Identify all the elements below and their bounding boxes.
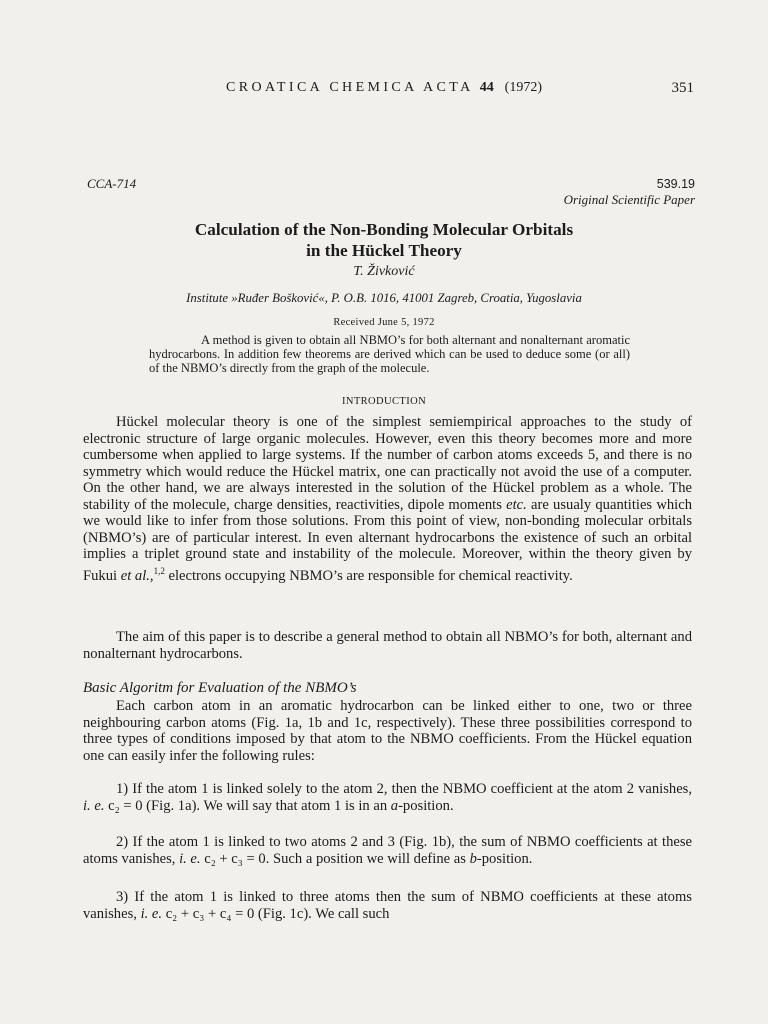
intro-paragraph-2: [83, 629, 692, 662]
page-number: 351: [671, 80, 694, 96]
abstract-text: A method is given to obtain all NBMO’s for both alternant and nonalternant aromatic hydrocarbons. In addition few theorems are derived which can be used to deduce some (or all) of the NBMO’s directly from the graph of the molecule.: [149, 333, 630, 375]
position-italic: b: [469, 850, 477, 867]
intro-text: The aim of this paper is to describe a general method to obtain all NBMO’s for both, alternant and nonalternant hydrocarbons.: [83, 629, 692, 662]
rule-1: [83, 781, 692, 814]
ie-italic: i. e.: [179, 850, 201, 867]
udc-number: 539.19: [656, 177, 695, 191]
article-title: [0, 219, 768, 261]
journal-volume: 44: [479, 80, 494, 95]
position-italic: a: [390, 797, 399, 814]
rule-2: [83, 834, 692, 867]
intro-paragraph-1: [83, 414, 692, 584]
introduction-heading: INTRODUCTION: [341, 396, 427, 407]
rule-text: c₂ + c₃ + c₄ = 0 (Fig. 1c). We call such: [162, 905, 390, 922]
reference-superscript: 1,2: [153, 565, 165, 576]
ie-italic: i. e.: [140, 905, 163, 922]
intro-text: are usualy quantities which we would like to infer from those solutions. From this point of view, non-bonding molecular orbitals (NBMO’s) are of particular interest. In even alternant hydrocarbons the existence of such an orbital implies a triplet ground state and instability of the molecule. Moreover, within the theory given by Fukui: [83, 496, 692, 584]
author: T. Živković: [353, 264, 415, 279]
section-paragraph: [83, 698, 692, 764]
institution: Institute »Ruđer Bošković«, P. O.B. 1016, 41001 Zagreb, Croatia, Yugoslavia: [186, 291, 582, 305]
rule-text: c₂ = 0 (Fig. 1a). We will say that atom 1 is in an: [104, 797, 391, 814]
rule-text: 1) If the atom 1 is linked solely to the atom 2, then the NBMO coefficient at the atom 2 vanishes,: [116, 781, 692, 797]
journal-name: CROATICA CHEMICA ACTA: [225, 80, 473, 95]
rule-text: 2) If the atom 1 is linked to two atoms 2 and 3 (Fig. 1b), the sum of NBMO coefficients at these atoms vanishes,: [83, 834, 692, 867]
rule-text: 3) If the atom 1 is linked to three atoms then the sum of NBMO coefficients at these atoms vanishes,: [83, 889, 692, 922]
section-heading: Basic Algoritm for Evaluation of the NBMO’s: [83, 680, 357, 696]
etc-italic: etc.: [506, 496, 527, 513]
et-al-italic: et al.,: [120, 567, 154, 584]
article-code: CCA-714: [87, 176, 137, 191]
journal-header: [0, 80, 768, 96]
section-text: Each carbon atom in an aromatic hydrocarbon can be linked either to one, two or three neighbouring carbon atoms (Fig. 1a, 1b and 1c, respectively). These three possibilities correspond to three types of conditions imposed by that atom to the NBMO coefficients. From the Hückel equation one can easily infer the following rules:: [83, 698, 692, 764]
journal-year: (1972): [504, 80, 542, 95]
received-date: Received June 5, 1972: [333, 317, 435, 328]
rule-text: c₂ + c₃ = 0. Such a position we will define as: [200, 850, 470, 867]
rule-3: [83, 889, 692, 922]
intro-text: electrons occupying NBMO’s are responsible for chemical reactivity.: [164, 567, 573, 584]
rule-text: -position.: [476, 850, 533, 867]
rule-text: -position.: [398, 797, 454, 814]
title-line-1: Calculation of the Non-Bonding Molecular Orbitals: [194, 220, 574, 239]
abstract: [149, 333, 630, 375]
article-type: Original Scientific Paper: [563, 192, 695, 207]
title-line-2: in the Hückel Theory: [306, 241, 462, 260]
ie-italic: i. e.: [83, 797, 105, 814]
intro-text: Hückel molecular theory is one of the simplest semiempirical approaches to the study of electronic structure of large organic molecules. However, even this theory becomes more and more cumbersome when applied to large systems. If the number of carbon atoms exceeds 5, and there is no symmetry which would reduce the Hückel matrix, one can practically not avoid the use of a computer. On the other hand, we are always interested in the solution of the Hückel problem as a whole. The stability of the molecule, charge densities, reactivities, dipole moments: [83, 414, 692, 513]
article-classification: [564, 176, 695, 208]
